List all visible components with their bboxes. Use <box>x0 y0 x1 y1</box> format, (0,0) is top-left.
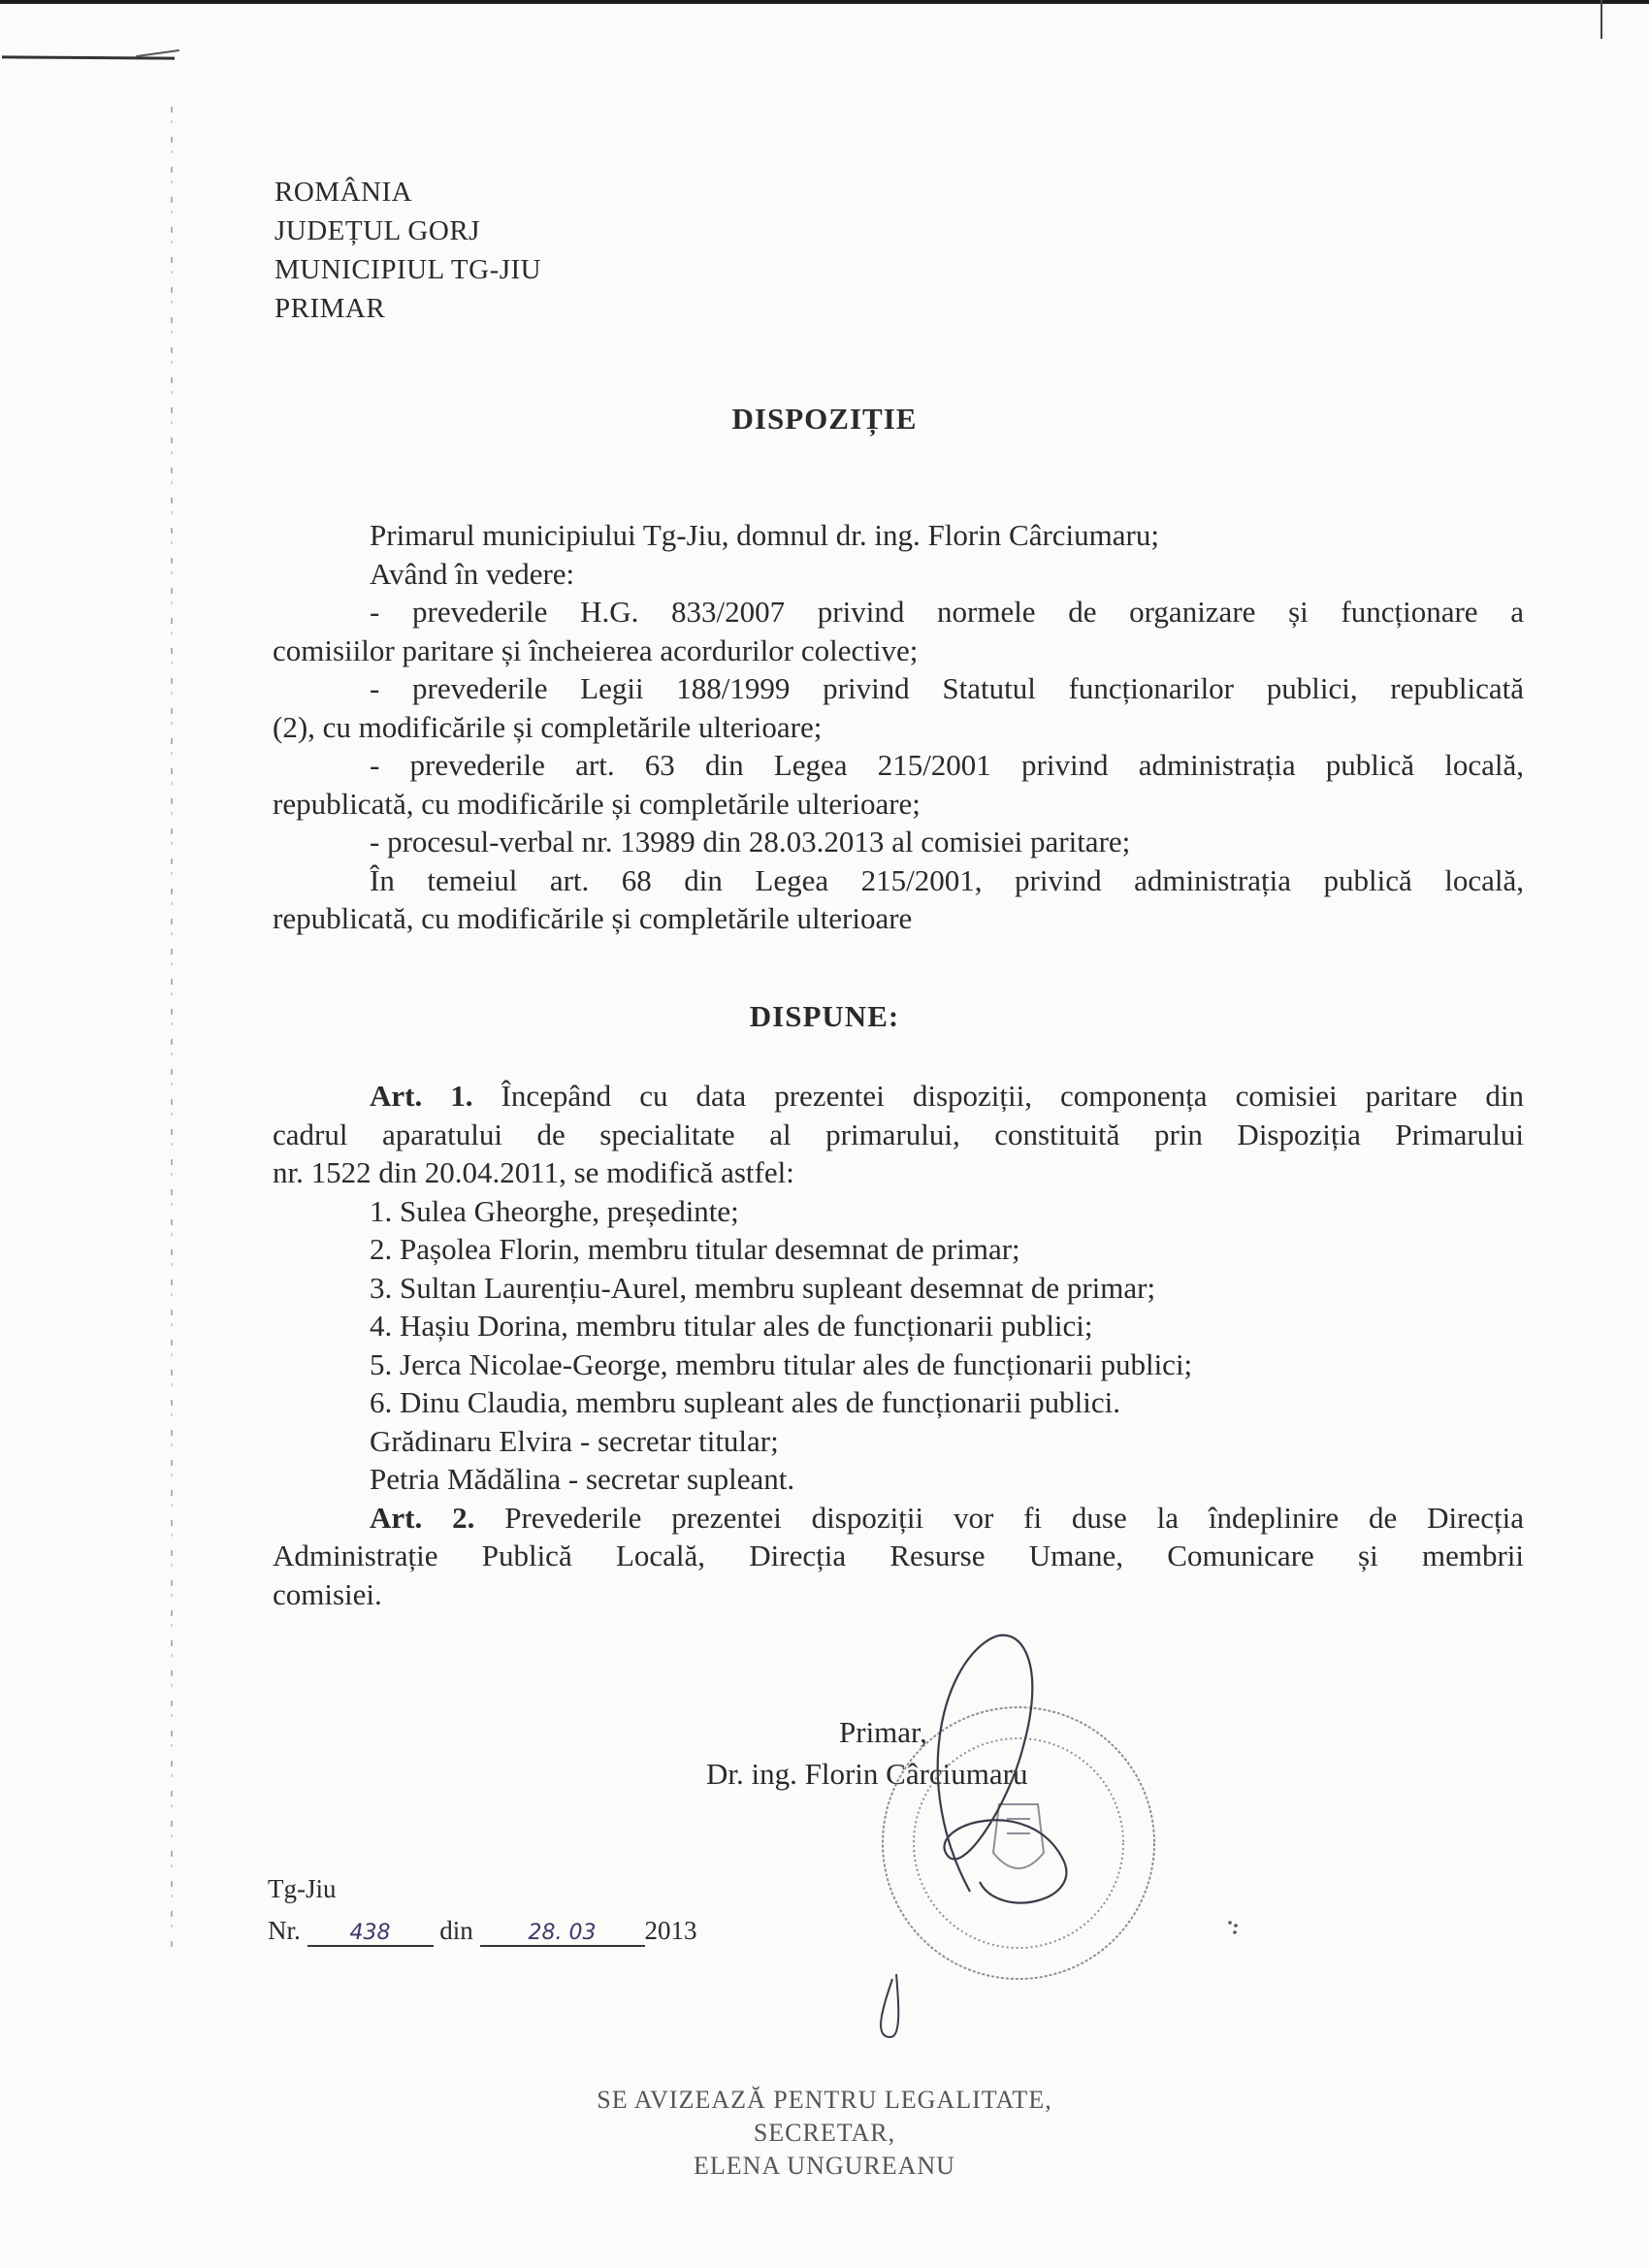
nr-value: 438 <box>307 1921 434 1947</box>
scan-artifact-line <box>2 55 175 59</box>
member-5: 5. Jerca Nicolae-George, membru titular ales de funcționarii publici; <box>370 1346 1193 1381</box>
header-county: JUDEȚUL GORJ <box>275 215 480 246</box>
member-4: 4. Hașiu Dorina, membru titular ales de funcționarii publici; <box>370 1309 1093 1343</box>
din-label: din <box>439 1916 473 1945</box>
art2-line3: comisiei. <box>273 1576 382 1611</box>
nr-label: Nr. <box>268 1916 301 1945</box>
preamble-mayor: Primarul municipiului Tg-Jiu, domnul dr. ing. Florin Cârciumaru; <box>370 518 1159 552</box>
preamble-legal-basis: În temeiul art. 68 din Legea 215/2001, privind administrația publică locală, <box>370 862 1524 897</box>
year-value: 2013 <box>644 1916 697 1945</box>
registration-line <box>268 1916 697 1947</box>
legality-endorsement: SE AVIZEAZĂ PENTRU LEGALITATE, <box>597 2086 1052 2114</box>
scan-speck <box>1227 1919 1239 1938</box>
header-country: ROMÂNIA <box>275 177 413 208</box>
member-1: 1. Sulea Gheorghe, președinte; <box>370 1193 739 1228</box>
art1-line3: nr. 1522 din 20.04.2011, se modifică astfel: <box>273 1155 794 1189</box>
preamble-legal-basis-cont: republicată, cu modificările și completările ulterioare <box>273 901 913 935</box>
preamble-considering: Având în vedere: <box>370 556 575 591</box>
scan-corner-mark <box>1600 0 1602 39</box>
legality-secretary-title: SECRETAR, <box>753 2119 896 2147</box>
legality-secretary-name: ELENA UNGUREANU <box>694 2152 955 2180</box>
art1-label: Art. 1. <box>370 1079 473 1113</box>
preamble-item-hg-cont: comisiilor paritare și încheierea acordurilor colective; <box>273 632 919 667</box>
official-stamp-and-signature <box>854 1630 1164 2037</box>
round-seal <box>883 1707 1154 1979</box>
secretary-titular: Grădinaru Elvira - secretar titular; <box>370 1423 779 1458</box>
secretary-supleant: Petria Mădălina - secretar supleant. <box>370 1462 795 1496</box>
signature-title: Primar, <box>839 1715 927 1749</box>
dispune-heading: DISPUNE: <box>749 999 900 1033</box>
preamble-item-hg: - prevederile H.G. 833/2007 privind normele de organizare și funcționare a <box>370 595 1524 629</box>
preamble-item-art63: - prevederile art. 63 din Legea 215/2001 privind administrația publică locală, <box>370 748 1524 782</box>
preamble-item-minutes: - procesul-verbal nr. 13989 din 28.03.2013 al comisiei paritare; <box>370 825 1131 859</box>
date-value: 28. 03 <box>480 1921 645 1947</box>
document-title: DISPOZIȚIE <box>731 402 918 436</box>
header-office: PRIMAR <box>275 293 386 324</box>
member-3: 3. Sultan Laurențiu-Aurel, membru supleant desemnat de primar; <box>370 1270 1156 1305</box>
art2-line2: Administrație Publică Locală, Direcția Resurse Umane, Comunicare și membrii <box>273 1539 1524 1572</box>
preamble-item-law188: - prevederile Legii 188/1999 privind Statutul funcționarilor publici, republicată <box>370 671 1524 705</box>
preamble-item-law188-cont: (2), cu modificările și completările ulterioare; <box>273 709 823 744</box>
legality-check-mark <box>881 1974 898 2037</box>
header-municipality: MUNICIPIUL TG-JIU <box>275 254 542 285</box>
art1-line1: Art. 1. Începând cu data prezentei dispoziții, componența comisiei paritare din <box>370 1079 1524 1113</box>
issuer-header <box>275 173 541 328</box>
scan-top-border <box>0 0 1649 4</box>
member-6: 6. Dinu Claudia, membru supleant ales de funcționarii publici. <box>370 1385 1120 1419</box>
art1-line2: cadrul aparatului de specialitate al primarului, constituită prin Dispoziția Primarului <box>273 1117 1524 1151</box>
signature-name: Dr. ing. Florin Cârciumaru <box>706 1757 1028 1791</box>
articles <box>273 1077 1524 1613</box>
preamble <box>273 516 1524 938</box>
art2-label: Art. 2. <box>370 1500 475 1535</box>
art2-line1: Art. 2. Prevederile prezentei dispoziții vor fi duse la îndeplinire de Direcția <box>370 1500 1524 1535</box>
preamble-item-art63-cont: republicată, cu modificările și completările ulterioare; <box>273 786 921 821</box>
issue-place: Tg-Jiu <box>268 1874 337 1903</box>
member-2: 2. Pașolea Florin, membru titular desemnat de primar; <box>370 1232 1020 1266</box>
